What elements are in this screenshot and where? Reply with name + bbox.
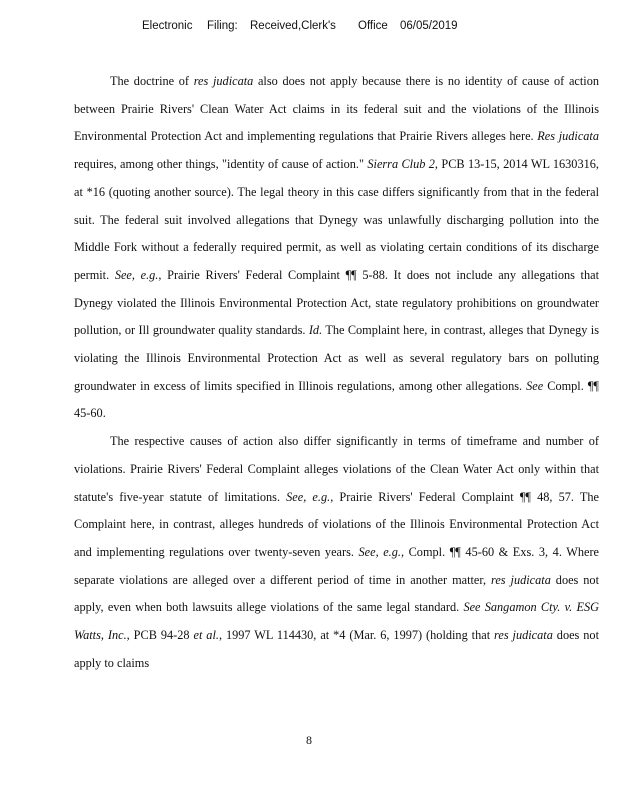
- italic-run: See, e.g.: [286, 489, 331, 504]
- italic-run: See Sangamon Cty. v. ESG Watts, Inc.: [74, 600, 599, 643]
- italic-run: See, e.g.: [114, 267, 159, 282]
- paragraph-res-judicata-identity: [74, 68, 599, 428]
- text-run: , PCB 94-28: [126, 628, 194, 643]
- italic-run: res judicata: [193, 74, 254, 88]
- text-run: The respective causes of action also differ significantly in terms of timeframe and number of violations. Prairie Rivers' Federal Complaint alleges violations of the Clean Water Act only within that statute's five-year statute of limitations.: [74, 434, 599, 504]
- italic-run: See: [526, 378, 544, 393]
- header-date: 06/05/2019: [400, 20, 458, 32]
- header-office: Office: [358, 20, 388, 32]
- header-electronic: Electronic: [142, 20, 193, 32]
- text-run: does not apply, even when both lawsuits allege violations of the same legal standard.: [74, 572, 599, 615]
- italic-run: Sierra Club 2: [367, 157, 435, 172]
- italic-run: res judicata: [491, 572, 551, 587]
- document-body: [74, 68, 599, 677]
- text-run: requires, among other things, "identity of cause of action.": [74, 157, 368, 172]
- page-number: 8: [306, 733, 312, 747]
- italic-run: Res judicata: [537, 129, 599, 144]
- italic-run: et al.: [193, 628, 219, 643]
- text-run: , 1997 WL 114430, at *4 (Mar. 6, 1997) (holding that: [218, 628, 495, 643]
- paragraph-timeframe-differences: [74, 428, 599, 677]
- text-run: , Prairie Rivers' Federal Complaint ¶¶ 48, 57. The Complaint here, in contrast, alleges hundreds of violations of the Illinois Environmental Protection Act and implementing regulations over twenty-seven years.: [74, 489, 599, 559]
- header-received: Received,Clerk's: [250, 20, 336, 32]
- text-run: also does not apply because there is no identity of cause of action between Prairie Rivers' Clean Water Act claims in its federal suit and the violations of the Illinois Environmental Protection Act and implementing regulations that Prairie Rivers alleges here.: [74, 74, 599, 144]
- text-run: , Prairie Rivers' Federal Complaint ¶¶ 5-88. It does not include any allegations that Dynegy violated the Illinois Environmental Protection Act, state regulatory prohibitions on groundwater pollution, or Ill groundwater quality standards.: [74, 267, 599, 338]
- text-run: The doctrine of: [110, 74, 194, 88]
- text-run: The Complaint here, in contrast, alleges that Dynegy is violating the Illinois Environmental Protection Act as well as several regulatory bars on polluting groundwater in excess of limits specified in Illinois regulations, among other allegations.: [74, 323, 600, 393]
- text-run: does not apply to claims: [74, 628, 599, 670]
- text-run: , Compl. ¶¶ 45-60 & Exs. 3, 4. Where separate violations are alleged over a different period of time in another matter,: [74, 544, 599, 587]
- text-run: , PCB 13-15, 2014 WL 1630316, at *16 (quoting another source). The legal theory in this case differs significantly from that in the federal suit. The federal suit involved allegations that Dynegy was unlawfully discharging pollution into the Middle Fork without a federally required permit, as well as violating certain conditions of its discharge permit.: [74, 157, 599, 282]
- text-run: Compl. ¶¶ 45-60.: [74, 378, 599, 421]
- italic-run: Id.: [308, 323, 323, 338]
- italic-run: res judicata: [494, 628, 553, 643]
- header-filing: Filing:: [207, 20, 238, 32]
- italic-run: See, e.g.: [358, 544, 401, 559]
